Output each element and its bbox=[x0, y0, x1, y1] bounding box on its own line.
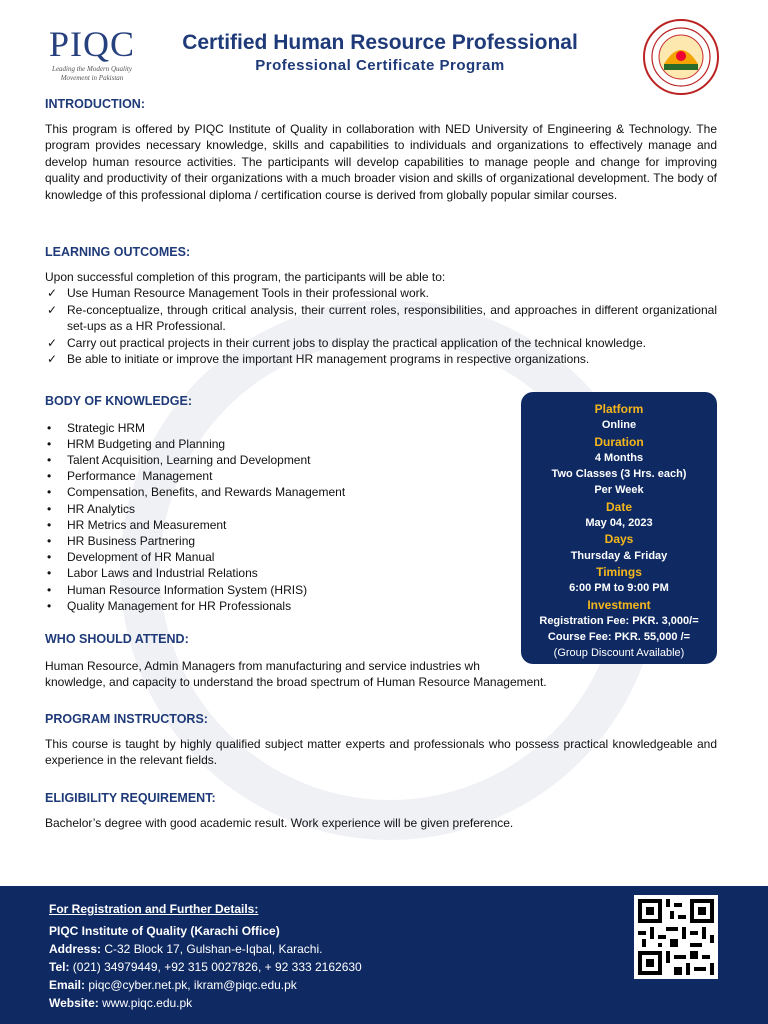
website-line bbox=[49, 994, 362, 1012]
bok-item: Quality Management for HR Professionals bbox=[67, 598, 292, 613]
bullet-icon: • bbox=[47, 598, 52, 613]
bok-heading: BODY OF KNOWLEDGE: bbox=[45, 394, 192, 408]
bullet-icon: • bbox=[47, 469, 52, 484]
instructors-section bbox=[45, 711, 717, 769]
group-discount: (Group Discount Available) bbox=[553, 647, 685, 660]
bullet-icon: • bbox=[47, 501, 52, 516]
list-item bbox=[45, 484, 505, 500]
duration-value: 4 Months bbox=[594, 451, 644, 464]
piqc-logo bbox=[44, 26, 140, 94]
bok-item: Compensation, Benefits, and Rewards Management bbox=[67, 485, 346, 500]
check-mark-icon: ✓ bbox=[47, 302, 58, 317]
investment-label: Investment bbox=[587, 597, 651, 612]
instructors-heading: PROGRAM INSTRUCTORS: bbox=[45, 712, 208, 726]
duration-frequency: Per Week bbox=[594, 484, 644, 497]
list-item bbox=[45, 302, 717, 335]
bullet-icon: • bbox=[47, 420, 52, 435]
contact-details bbox=[49, 900, 362, 1012]
registration-fee: Registration Fee: PKR. 3,000/= bbox=[539, 614, 699, 627]
tel-value: (021) 34979449, +92 315 0027826, + 92 333 2162630 bbox=[69, 960, 362, 974]
list-item bbox=[45, 517, 505, 533]
list-item bbox=[45, 549, 505, 565]
bok-item: HR Analytics bbox=[67, 501, 136, 516]
who-text-line1: Human Resource, Admin Managers from manufacturing and service industries wh bbox=[45, 658, 480, 673]
list-item bbox=[45, 285, 717, 302]
bok-item: Labor Laws and Industrial Relations bbox=[67, 566, 258, 581]
bullet-icon: • bbox=[47, 485, 52, 500]
bok-item: Performance Management bbox=[67, 469, 213, 484]
bullet-icon: • bbox=[47, 582, 52, 597]
days-value: Thursday & Friday bbox=[570, 549, 668, 562]
bok-item: Strategic HRM bbox=[67, 420, 146, 435]
bullet-icon: • bbox=[47, 550, 52, 565]
bok-item: HRM Budgeting and Planning bbox=[67, 436, 226, 451]
university-seal-icon bbox=[642, 18, 720, 96]
introduction-text: This program is offered by PIQC Institute of Quality in collaboration with NED University of Engineering & Technology. The program provides necessary knowledge, skills and capabilities to individuals and organizations to effectively manage and develop human resource activities. The participants will develop capabilities to manage people and change for improving quality and productivity of their organizations with a much broader vision and skills of organizational development. The body of knowledge of this professional diploma / certification course is derived from globally popular similar courses. bbox=[45, 121, 717, 202]
website-link[interactable]: www.piqc.edu.pk bbox=[98, 996, 193, 1010]
duration-label: Duration bbox=[594, 434, 644, 449]
bullet-icon: • bbox=[47, 566, 52, 581]
list-item bbox=[45, 420, 505, 436]
email-value[interactable]: piqc@cyber.net.pk, ikram@piqc.edu.pk bbox=[85, 978, 297, 992]
introduction-heading: INTRODUCTION: bbox=[45, 97, 145, 111]
platform-label: Platform bbox=[594, 402, 644, 416]
eligibility-heading: ELIGIBILITY REQUIREMENT: bbox=[45, 791, 216, 805]
check-mark-icon: ✓ bbox=[47, 335, 58, 350]
bok-item: Human Resource Information System (HRIS) bbox=[67, 582, 308, 597]
footer bbox=[0, 886, 768, 1024]
tel-label: Tel: bbox=[49, 960, 70, 974]
course-fee: Course Fee: PKR. 55,000 /= bbox=[547, 631, 691, 644]
logo-text: PIQC bbox=[48, 24, 136, 64]
eligibility-section bbox=[45, 790, 717, 831]
outcome-text: Be able to initiate or improve the important HR management programs in respective organizations. bbox=[67, 352, 590, 366]
list-item bbox=[45, 468, 505, 484]
check-mark-icon: ✓ bbox=[47, 286, 58, 300]
bok-item: Development of HR Manual bbox=[67, 550, 215, 565]
address-line bbox=[49, 940, 362, 958]
page-subtitle: Professional Certificate Program bbox=[255, 57, 505, 74]
footer-heading: For Registration and Further Details: bbox=[49, 902, 259, 916]
bullet-icon: • bbox=[47, 517, 52, 532]
date-value: May 04, 2023 bbox=[585, 517, 653, 530]
header bbox=[0, 0, 768, 96]
address-value: C-32 Block 17, Gulshan-e-Iqbal, Karachi. bbox=[101, 942, 323, 956]
timings-value: 6:00 PM to 9:00 PM bbox=[569, 582, 669, 595]
outcome-text: Re-conceptualize, through critical analysis, their current roles, responsibilities, and approaches in different organizational set-ups as a HR Professional. bbox=[67, 302, 717, 333]
qr-code-icon[interactable] bbox=[634, 895, 718, 979]
days-label: Days bbox=[604, 532, 634, 547]
who-heading: WHO SHOULD ATTEND: bbox=[45, 632, 189, 646]
outcomes-section bbox=[45, 244, 717, 368]
logo-tagline: Leading the Modern Quality Movement in Pakistan bbox=[52, 65, 132, 82]
list-item bbox=[45, 335, 717, 352]
website-label: Website: bbox=[49, 996, 99, 1010]
email-label: Email: bbox=[49, 978, 86, 992]
instructors-text: This course is taught by highly qualified subject matter experts and professionals who possess practical knowledgeable and experience in the relevant fields. bbox=[45, 736, 717, 767]
list-item bbox=[45, 501, 505, 517]
outcome-text: Carry out practical projects in their current jobs to display the practical application of the technical knowledge. bbox=[67, 335, 646, 350]
date-label: Date bbox=[605, 499, 632, 514]
bullet-icon: • bbox=[47, 533, 52, 548]
outcome-text: Use Human Resource Management Tools in their professional work. bbox=[67, 286, 429, 300]
bok-list bbox=[45, 420, 505, 614]
check-mark-icon: ✓ bbox=[47, 352, 58, 366]
introduction-section bbox=[45, 96, 717, 203]
page-title: Certified Human Resource Professional bbox=[182, 31, 578, 54]
bullet-icon: • bbox=[47, 452, 52, 467]
title-block bbox=[150, 30, 610, 76]
list-item bbox=[45, 598, 505, 614]
list-item bbox=[45, 582, 505, 598]
bok-item: HR Business Partnering bbox=[67, 533, 196, 548]
eligibility-text: Bachelor’s degree with good academic result. Work experience will be given preference. bbox=[45, 815, 514, 830]
list-item bbox=[45, 436, 505, 452]
duration-detail: Two Classes (3 Hrs. each) bbox=[551, 468, 687, 481]
org-name: PIQC Institute of Quality (Karachi Office) bbox=[49, 924, 280, 938]
who-text-line2: knowledge, and capacity to understand the broad spectrum of Human Resource Management. bbox=[45, 675, 547, 689]
bok-item: HR Metrics and Measurement bbox=[67, 517, 227, 532]
list-item bbox=[45, 351, 717, 368]
address-label: Address: bbox=[49, 942, 102, 956]
platform-value: Online bbox=[601, 419, 637, 432]
body-of-knowledge-section bbox=[45, 393, 505, 614]
list-item bbox=[45, 452, 505, 468]
program-info-box bbox=[521, 392, 717, 664]
bullet-icon: • bbox=[47, 436, 52, 451]
tel-line bbox=[49, 958, 362, 976]
list-item bbox=[45, 533, 505, 549]
bok-item: Talent Acquisition, Learning and Development bbox=[67, 452, 311, 467]
timings-label: Timings bbox=[596, 564, 642, 579]
outcomes-list bbox=[45, 285, 717, 368]
email-line bbox=[49, 976, 362, 994]
outcomes-intro: Upon successful completion of this program, the participants will be able to: bbox=[45, 269, 446, 284]
outcomes-heading: LEARNING OUTCOMES: bbox=[45, 245, 191, 259]
list-item bbox=[45, 565, 505, 581]
